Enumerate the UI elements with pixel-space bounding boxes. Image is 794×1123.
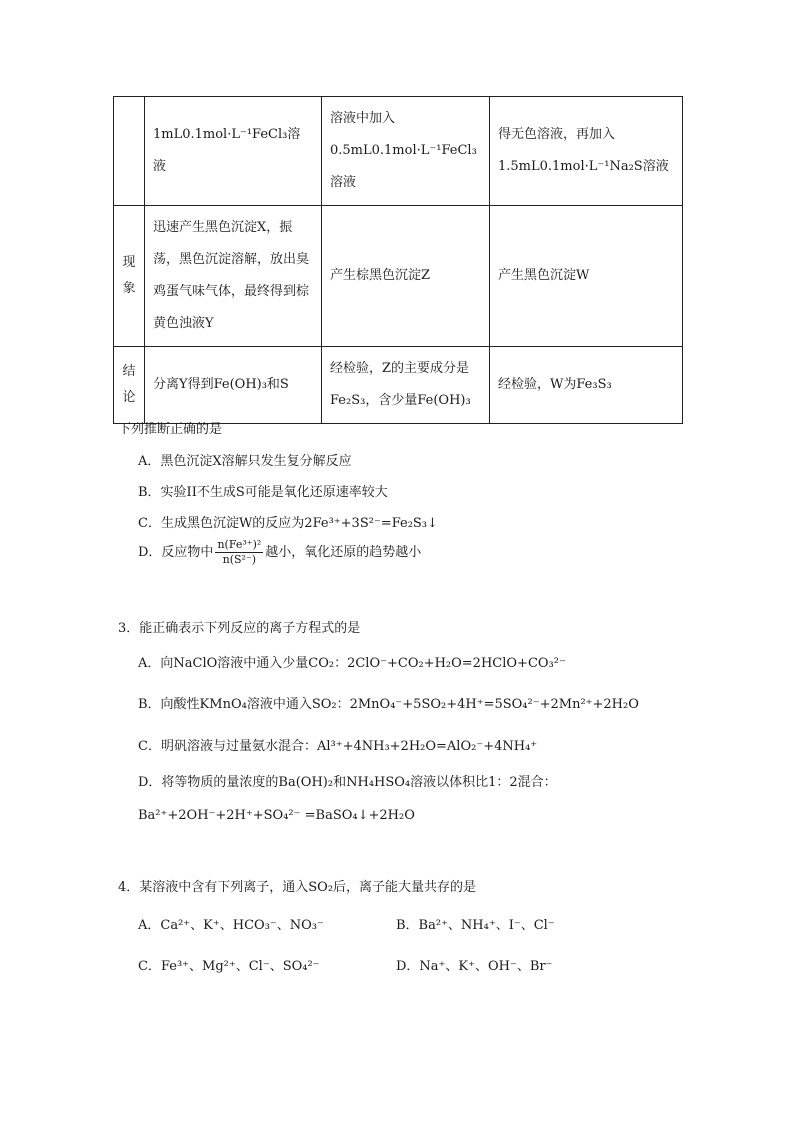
row-header-blank (114, 97, 145, 206)
row-header-conclusion (114, 347, 145, 424)
q4-stem: 4．某溶液中含有下列离子，通入SO₂后，离子能大量共存的是 (118, 880, 477, 895)
table-row-procedure (114, 97, 683, 206)
row-header-char: 现 (122, 255, 136, 270)
q3-option-d: D．将等物质的量浓度的Ba(OH)₂和NH₄HSO₄溶液以体积比1：2混合： (138, 775, 557, 790)
cell-procedure-2: 溶液中加入0.5mL0.1mol·L⁻¹FeCl₃溶液 (322, 97, 490, 206)
q3-option-a: A．向NaClO溶液中通入少量CO₂：2ClO⁻+CO₂+H₂O=2HClO+CO₃²⁻ (138, 656, 566, 671)
cell-phenomenon-3: 产生黑色沉淀W (490, 206, 683, 347)
q3-option-d-equation: Ba²⁺+2OH⁻+2H⁺+SO₄²⁻ =BaSO₄↓+2H₂O (138, 808, 415, 823)
row-header-char: 结 (122, 364, 136, 379)
q3-stem: 3．能正确表示下列反应的离子方程式的是 (118, 621, 361, 636)
q3-option-b: B．向酸性KMnO₄溶液中通入SO₂：2MnO₄⁻+5SO₂+4H⁺=5SO₄²⁻+2Mn²⁺+2H₂O (138, 697, 639, 712)
q4-option-c: C．Fe³⁺、Mg²⁺、Cl⁻、SO₄²⁻ (138, 959, 320, 974)
row-header-phenomenon (114, 206, 145, 347)
cell-conclusion-1: 分离Y得到Fe(OH)₃和S (145, 347, 322, 424)
cell-procedure-3: 得无色溶液，再加入1.5mL0.1mol·L⁻¹Na₂S溶液 (490, 97, 683, 206)
q4-option-d: D．Na⁺、K⁺、OH⁻、Br⁻ (396, 959, 553, 974)
q2-option-a: A．黑色沉淀X溶解只发生复分解反应 (138, 454, 352, 469)
cell-phenomenon-1: 迅速产生黑色沉淀X，振荡，黑色沉淀溶解，放出臭鸡蛋气味气体，最终得到棕黄色浊液Y (145, 206, 322, 347)
q2-option-b: B．实验II不生成S可能是氧化还原速率较大 (138, 485, 388, 500)
cell-conclusion-2: 经检验，Z的主要成分是Fe₂S₃，含少量Fe(OH)₃ (322, 347, 490, 424)
fraction-denominator: n(S²⁻) (222, 553, 257, 566)
q3-option-c: C．明矾溶液与过量氨水混合：Al³⁺+4NH₃+2H₂O=AlO₂⁻+4NH₄⁺ (138, 739, 538, 754)
q2-option-d-suffix: 越小，氧化还原的趋势越小 (265, 545, 422, 560)
q2-option-c: C．生成黑色沉淀W的反应为2Fe³⁺+3S²⁻=Fe₂S₃↓ (138, 516, 438, 531)
q2-option-d (138, 538, 421, 567)
q4-option-a: A．Ca²⁺、K⁺、HCO₃⁻、NO₃⁻ (138, 918, 324, 933)
table-row-phenomenon (114, 206, 683, 347)
table-row-conclusion (114, 347, 683, 424)
ratio-fraction (215, 538, 263, 567)
fraction-numerator: n(Fe³⁺)² (217, 538, 262, 551)
q4-option-b: B．Ba²⁺、NH₄⁺、I⁻、Cl⁻ (396, 918, 555, 933)
row-header-char: 象 (122, 281, 136, 296)
cell-conclusion-3: 经检验，W为Fe₃S₃ (490, 347, 683, 424)
q2-option-d-prefix: D．反应物中 (138, 545, 214, 560)
row-header-char: 论 (122, 390, 136, 405)
cell-phenomenon-2: 产生棕黑色沉淀Z (322, 206, 490, 347)
q2-stem: 下列推断正确的是 (118, 422, 223, 437)
experiment-table (113, 96, 683, 424)
cell-procedure-1: 1mL0.1mol·L⁻¹FeCl₃溶液 (145, 97, 322, 206)
